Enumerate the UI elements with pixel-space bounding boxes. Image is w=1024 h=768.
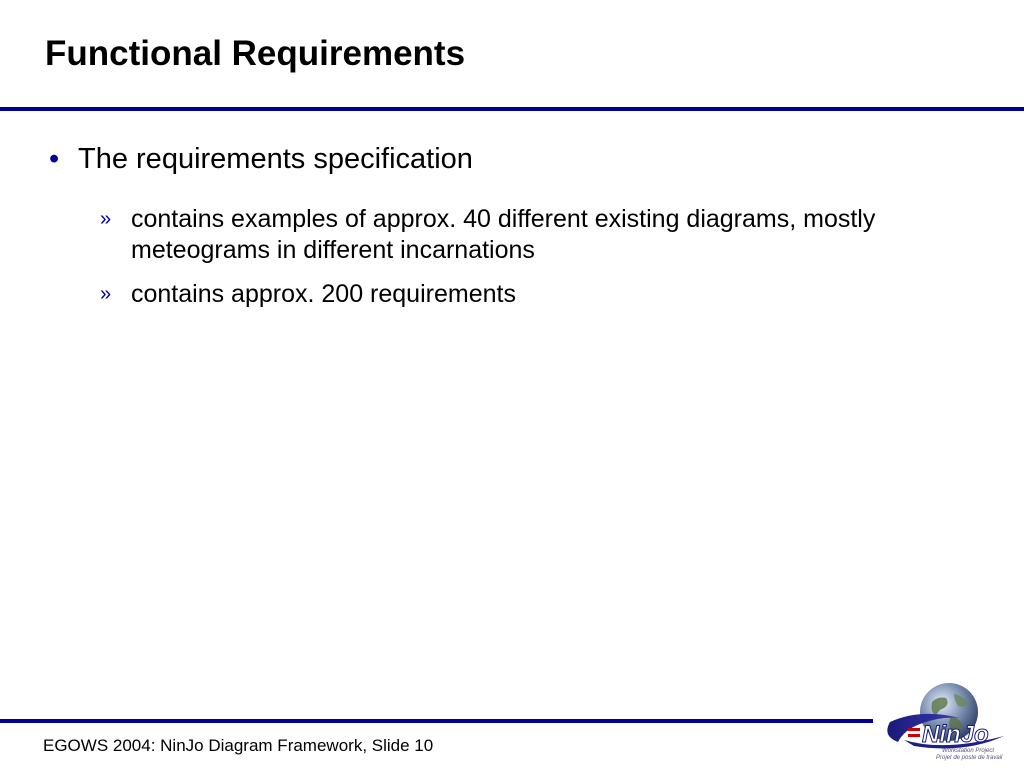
flag-icon [908,728,920,737]
sub-bullet-item [100,279,1000,310]
footer-divider [0,719,873,723]
sub-bullet-text: contains approx. 200 requirements [131,280,516,308]
logo-tagline-2: Projet de poste de travail [936,755,1003,761]
sub-bullet-marker: » [100,283,112,305]
sub-bullet-marker: » [100,208,112,230]
title-divider [0,107,1024,111]
bullet-marker: • [49,143,60,175]
bullet-item [49,142,473,177]
sub-bullet-list [100,204,1000,324]
ninjo-logo [884,680,1024,768]
sub-bullet-item [100,204,1000,265]
slide-title: Functional Requirements [45,34,466,73]
slide-footer: EGOWS 2004: NinJo Diagram Framework, Slide 10 [43,736,434,755]
bullet-text: The requirements specification [78,143,473,175]
logo-wordmark: NinJo [922,721,989,748]
logo-tagline-1: Workstation Project [942,748,995,754]
sub-bullet-text: contains examples of approx. 40 different existing diagrams, mostly meteograms in different incarnations [131,205,876,264]
